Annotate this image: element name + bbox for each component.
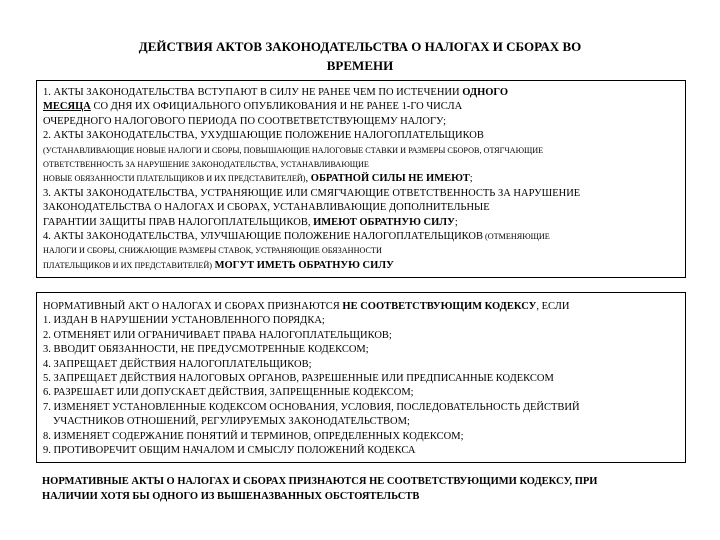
page-title — [40, 37, 680, 75]
conclusion-line-2: НАЛИЧИИ ХОТЯ БЫ ОДНОГО ИЗ ВЫШЕНАЗВАННЫХ ОБСТОЯТЕЛЬСТВ — [42, 490, 420, 502]
rule-3-line-1: 3. АКТЫ ЗАКОНОДАТЕЛЬСТВА, УСТРАНЯЮЩИЕ ИЛИ СМЯГЧАЮЩИЕ ОТВЕТСТВЕННОСТЬ ЗА НАРУШЕНИЕ — [43, 187, 581, 199]
rule-2-line-2: (УСТАНАВЛИВАЮЩИЕ НОВЫЕ НАЛОГИ И СБОРЫ, ПОВЫШАЮЩИЕ НАЛОГОВЫЕ СТАВКИ И РАЗМЕРЫ СБОРОВ, ОТЯГЧАЮЩИЕ — [43, 145, 544, 155]
rule-2-line-4: НОВЫЕ ОБЯЗАННОСТИ ПЛАТЕЛЬЩИКОВ И ИХ ПРЕДСТАВИТЕЛЕЙ), ОБРАТНОЙ СИЛЫ НЕ ИМЕЮТ; — [43, 173, 473, 185]
rule-2-line-3: ОТВЕТСТВЕННОСТЬ ЗА НАРУШЕНИЕ ЗАКОНОДАТЕЛЬСТВА, УСТАНАВЛИВАЮЩИЕ — [43, 160, 369, 170]
title-line-1: ДЕЙСТВИЯ АКТОВ ЗАКОНОДАТЕЛЬСТВА О НАЛОГАХ И СБОРАХ ВО — [138, 39, 582, 54]
retroactivity-rules-box — [36, 80, 686, 278]
list-item: 4. ЗАПРЕЩАЕТ ДЕЙСТВИЯ НАЛОГОПЛАТЕЛЬЩИКОВ; — [43, 358, 312, 370]
rule-3-line-2: ЗАКОНОДАТЕЛЬСТВА О НАЛОГАХ И СБОРАХ, УСТАНАВЛИВАЮЩИЕ ДОПОЛНИТЕЛЬНЫЕ — [43, 202, 490, 214]
non-compliance-intro: НОРМАТИВНЫЙ АКТ О НАЛОГАХ И СБОРАХ ПРИЗНАЮТСЯ НЕ СООТВЕТСТВУЮЩИМ КОДЕКСУ, ЕСЛИ — [43, 301, 570, 312]
list-item: 5. ЗАПРЕЩАЕТ ДЕЙСТВИЯ НАЛОГОВЫХ ОРГАНОВ, РАЗРЕШЕННЫЕ ИЛИ ПРЕДПИСАННЫЕ КОДЕКСОМ — [43, 373, 554, 385]
rule-4-line-2: НАЛОГИ И СБОРЫ, СНИЖАЮЩИЕ РАЗМЕРЫ СТАВОК, УСТРАНЯЮЩИЕ ОБЯЗАННОСТИ — [43, 246, 382, 256]
list-item: 6. РАЗРЕШАЕТ ИЛИ ДОПУСКАЕТ ДЕЙСТВИЯ, ЗАПРЕЩЕННЫЕ КОДЕКСОМ; — [43, 387, 414, 399]
list-item: 3. ВВОДИТ ОБЯЗАННОСТИ, НЕ ПРЕДУСМОТРЕННЫЕ КОДЕКСОМ; — [43, 344, 369, 356]
conclusion-text — [42, 475, 690, 504]
rule-4-line-1: 4. АКТЫ ЗАКОНОДАТЕЛЬСТВА, УЛУЧШАЮЩИЕ ПОЛОЖЕНИЕ НАЛОГОПЛАТЕЛЬЩИКОВ (ОТМЕНЯЮЩИЕ — [43, 231, 550, 243]
list-item: 8. ИЗМЕНЯЕТ СОДЕРЖАНИЕ ПОНЯТИЙ И ТЕРМИНОВ, ОПРЕДЕЛЕННЫХ КОДЕКСОМ; — [43, 430, 464, 442]
rule-2-line-1: 2. АКТЫ ЗАКОНОДАТЕЛЬСТВА, УХУДШАЮЩИЕ ПОЛОЖЕНИЕ НАЛОГОПЛАТЕЛЬЩИКОВ — [43, 130, 484, 142]
list-item: 7. ИЗМЕНЯЕТ УСТАНОВЛЕННЫЕ КОДЕКСОМ ОСНОВАНИЯ, УСЛОВИЯ, ПОСЛЕДОВАТЕЛЬНОСТЬ ДЕЙСТВИЙ — [43, 401, 580, 413]
list-item-continuation: УЧАСТНИКОВ ОТНОШЕНИЙ, РЕГУЛИРУЕМЫХ ЗАКОНОДАТЕЛЬСТВОМ; — [53, 416, 410, 428]
title-line-2: ВРЕМЕНИ — [326, 58, 394, 73]
rule-4-line-3: ПЛАТЕЛЬЩИКОВ И ИХ ПРЕДСТАВИТЕЛЕЙ) МОГУТ ИМЕТЬ ОБРАТНУЮ СИЛУ — [43, 259, 394, 271]
list-item: 2. ОТМЕНЯЕТ ИЛИ ОГРАНИЧИВАЕТ ПРАВА НАЛОГОПЛАТЕЛЬЩИКОВ; — [43, 329, 392, 341]
conclusion-line-1: НОРМАТИВНЫЕ АКТЫ О НАЛОГАХ И СБОРАХ ПРИЗНАЮТСЯ НЕ СООТВЕТСТВУЮЩИМИ КОДЕКСУ, ПРИ — [42, 476, 598, 487]
rule-1-line-2: МЕСЯЦА СО ДНЯ ИХ ОФИЦИАЛЬНОГО ОПУБЛИКОВАНИЯ И НЕ РАНЕЕ 1-ГО ЧИСЛА — [43, 101, 463, 113]
rule-3-line-3: ГАРАНТИИ ЗАЩИТЫ ПРАВ НАЛОГОПЛАТЕЛЬЩИКОВ, ИМЕЮТ ОБРАТНУЮ СИЛУ; — [43, 216, 458, 228]
rule-1-line-1: 1. АКТЫ ЗАКОНОДАТЕЛЬСТВА ВСТУПАЮТ В СИЛУ НЕ РАНЕЕ ЧЕМ ПО ИСТЕЧЕНИИ ОДНОГО — [43, 87, 508, 98]
list-item: 1. ИЗДАН В НАРУШЕНИИ УСТАНОВЛЕННОГО ПОРЯДКА; — [43, 315, 325, 327]
list-item: 9. ПРОТИВОРЕЧИТ ОБЩИМ НАЧАЛОМ И СМЫСЛУ ПОЛОЖЕНИЙ КОДЕКСА — [43, 445, 416, 457]
non-compliance-box — [36, 292, 686, 463]
rule-1-line-3: ОЧЕРЕДНОГО НАЛОГОВОГО ПЕРИОДА ПО СООТВЕТВЕТСТВУЮЩЕМУ НАЛОГУ; — [43, 115, 446, 127]
